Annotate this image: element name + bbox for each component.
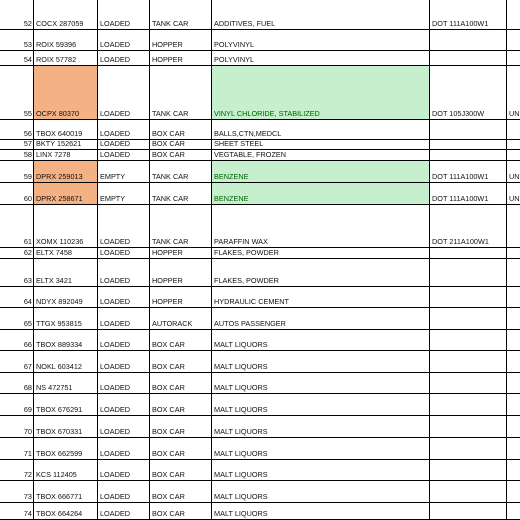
commodity-cell[interactable]: AUTOS PASSENGER [212,308,430,330]
car-type-cell[interactable]: HOPPER [150,248,212,259]
line-number-cell[interactable]: 58 [0,150,33,161]
car-type-cell[interactable]: BOX CAR [150,150,212,161]
extra-cell[interactable] [507,120,520,140]
line-number-cell[interactable]: 74 [0,503,33,520]
hazmat-spec-cell[interactable] [430,30,507,51]
car-type-cell[interactable]: BOX CAR [150,373,212,394]
car-type-cell[interactable]: TANK CAR [150,183,212,205]
status-cell[interactable]: LOADED [98,460,150,481]
table-row [0,183,520,205]
commodity-cell[interactable]: BENZENE [212,161,430,183]
car-type-cell[interactable]: BOX CAR [150,481,212,503]
commodity-cell[interactable]: SHEET STEEL [212,140,430,150]
car-type-cell[interactable]: HOPPER [150,287,212,308]
car-type-cell[interactable]: BOX CAR [150,394,212,416]
line-number-cell[interactable]: 52 [0,0,33,30]
car-type-cell[interactable]: BOX CAR [150,503,212,520]
commodity-cell[interactable]: BENZENE [212,183,430,205]
status-cell[interactable]: LOADED [98,373,150,394]
car-number-cell[interactable]: LINX 7278 [33,150,98,161]
hazmat-spec-cell[interactable] [430,248,507,259]
line-number-cell[interactable]: 64 [0,287,33,308]
commodity-cell[interactable]: PARAFFIN WAX [212,205,430,248]
hazmat-spec-cell[interactable] [430,51,507,66]
line-number-cell[interactable]: 55 [0,66,33,120]
status-cell[interactable]: LOADED [98,308,150,330]
line-number-cell[interactable]: 69 [0,394,33,416]
car-number-cell[interactable]: TBOX 666771 [33,481,98,503]
table-row [0,438,520,460]
commodity-cell[interactable]: VEGTABLE, FROZEN [212,150,430,161]
car-type-cell[interactable]: BOX CAR [150,460,212,481]
line-number-cell[interactable]: 70 [0,416,33,438]
table-row [0,394,520,416]
commodity-cell[interactable]: BALLS,CTN,MEDCL [212,120,430,140]
status-cell[interactable]: LOADED [98,259,150,287]
car-number-cell[interactable]: KCS 112405 [33,460,98,481]
status-cell[interactable]: LOADED [98,248,150,259]
commodity-cell[interactable]: MALT LIQUORS [212,394,430,416]
commodity-cell[interactable]: POLYVINYL [212,30,430,51]
commodity-cell[interactable]: FLAKES, POWDER [212,259,430,287]
line-number-cell[interactable]: 56 [0,120,33,140]
status-cell[interactable]: LOADED [98,503,150,520]
table-row [0,30,520,51]
hazmat-spec-cell[interactable]: DOT 111A100W1 [430,183,507,205]
line-number-cell[interactable]: 73 [0,481,33,503]
hazmat-spec-cell[interactable] [430,287,507,308]
status-cell[interactable]: LOADED [98,416,150,438]
car-number-cell[interactable]: TBOX 664264 [33,503,98,520]
commodity-cell[interactable]: POLYVINYL [212,51,430,66]
car-number-cell[interactable]: TBOX 662599 [33,438,98,460]
line-number-cell[interactable]: 60 [0,183,33,205]
car-type-cell[interactable]: TANK CAR [150,161,212,183]
car-number-cell[interactable]: ELTX 7458 [33,248,98,259]
car-number-cell[interactable]: TBOX 889334 [33,330,98,351]
status-cell[interactable]: LOADED [98,205,150,248]
table-row [0,66,520,120]
car-type-cell[interactable]: TANK CAR [150,205,212,248]
car-number-cell[interactable]: COCX 287059 [33,0,98,30]
table-row [0,481,520,503]
extra-cell[interactable]: UN [507,183,520,205]
commodity-cell[interactable]: MALT LIQUORS [212,373,430,394]
car-number-cell[interactable]: BKTY 152621 [33,140,98,150]
car-number-cell[interactable]: XOMX 110236 [33,205,98,248]
table-row [0,287,520,308]
extra-cell[interactable] [507,150,520,161]
line-number-cell[interactable]: 62 [0,248,33,259]
line-number-cell[interactable]: 63 [0,259,33,287]
commodity-cell[interactable]: MALT LIQUORS [212,416,430,438]
commodity-cell[interactable]: HYDRAULIC CEMENT [212,287,430,308]
line-number-cell[interactable]: 57 [0,140,33,150]
status-cell[interactable]: LOADED [98,287,150,308]
car-type-cell[interactable]: BOX CAR [150,120,212,140]
line-number-cell[interactable]: 61 [0,205,33,248]
car-number-cell[interactable]: OCPX 80370 [33,66,98,120]
commodity-cell[interactable]: FLAKES, POWDER [212,248,430,259]
table-row [0,150,520,161]
car-number-cell[interactable]: TBOX 670331 [33,416,98,438]
table-row [0,373,520,394]
table-row [0,51,520,66]
status-cell[interactable]: LOADED [98,481,150,503]
line-number-cell[interactable]: 72 [0,460,33,481]
commodity-cell[interactable]: MALT LIQUORS [212,351,430,373]
line-number-cell[interactable]: 54 [0,51,33,66]
table-row [0,460,520,481]
line-number-cell[interactable]: 67 [0,351,33,373]
hazmat-spec-cell[interactable] [430,373,507,394]
car-type-cell[interactable]: TANK CAR [150,66,212,120]
commodity-cell[interactable]: MALT LIQUORS [212,503,430,520]
table-row [0,351,520,373]
car-number-cell[interactable]: DPRX 258671 [33,183,98,205]
extra-cell[interactable]: UN [507,66,520,120]
table-row [0,0,520,30]
car-type-cell[interactable]: BOX CAR [150,140,212,150]
commodity-cell[interactable]: MALT LIQUORS [212,481,430,503]
car-number-cell[interactable]: TBOX 640019 [33,120,98,140]
hazmat-spec-cell[interactable] [430,438,507,460]
car-number-cell[interactable]: NOKL 603412 [33,351,98,373]
car-number-cell[interactable]: TBOX 676291 [33,394,98,416]
line-number-cell[interactable]: 65 [0,308,33,330]
extra-cell[interactable] [507,481,520,503]
commodity-cell[interactable]: VINYL CHLORIDE, STABILIZED [212,66,430,120]
hazmat-spec-cell[interactable] [430,308,507,330]
table-row [0,120,520,140]
status-cell[interactable]: EMPTY [98,161,150,183]
car-number-cell[interactable]: NS 472751 [33,373,98,394]
hazmat-spec-cell[interactable]: DOT 111A100W1 [430,161,507,183]
status-cell[interactable]: LOADED [98,150,150,161]
extra-cell[interactable] [507,205,520,248]
extra-cell[interactable] [507,394,520,416]
hazmat-spec-cell[interactable] [430,150,507,161]
hazmat-spec-cell[interactable]: DOT 105J300W [430,66,507,120]
line-number-cell[interactable]: 66 [0,330,33,351]
hazmat-spec-cell[interactable] [430,120,507,140]
car-number-cell[interactable]: ROIX 59396 [33,30,98,51]
hazmat-spec-cell[interactable] [430,481,507,503]
table-row [0,205,520,248]
extra-cell[interactable] [507,373,520,394]
status-cell[interactable]: LOADED [98,351,150,373]
commodity-cell[interactable]: ADDITIVES, FUEL [212,0,430,30]
car-number-cell[interactable]: TTGX 953815 [33,308,98,330]
extra-cell[interactable] [507,248,520,259]
line-number-cell[interactable]: 71 [0,438,33,460]
commodity-cell[interactable]: MALT LIQUORS [212,330,430,351]
extra-cell[interactable] [507,416,520,438]
hazmat-spec-cell[interactable] [430,394,507,416]
hazmat-spec-cell[interactable] [430,140,507,150]
car-number-cell[interactable]: ROIX 57782 [33,51,98,66]
extra-cell[interactable] [507,259,520,287]
car-type-cell[interactable]: HOPPER [150,259,212,287]
extra-cell[interactable] [507,460,520,481]
status-cell[interactable]: LOADED [98,438,150,460]
table-row [0,308,520,330]
table-row [0,161,520,183]
hazmat-spec-cell[interactable] [430,351,507,373]
status-cell[interactable]: LOADED [98,0,150,30]
hazmat-spec-cell[interactable]: DOT 111A100W1 [430,0,507,30]
status-cell[interactable]: LOADED [98,394,150,416]
table-row [0,248,520,259]
car-type-cell[interactable]: HOPPER [150,30,212,51]
line-number-cell[interactable]: 53 [0,30,33,51]
commodity-cell[interactable]: MALT LIQUORS [212,438,430,460]
extra-cell[interactable] [507,351,520,373]
extra-cell[interactable] [507,51,520,66]
hazmat-spec-cell[interactable] [430,503,507,520]
status-cell[interactable]: LOADED [98,30,150,51]
extra-cell[interactable] [507,0,520,30]
table-row [0,330,520,351]
extra-cell[interactable] [507,287,520,308]
extra-cell[interactable] [507,438,520,460]
car-type-cell[interactable]: HOPPER [150,51,212,66]
status-cell[interactable]: LOADED [98,330,150,351]
extra-cell[interactable] [507,140,520,150]
line-number-cell[interactable]: 68 [0,373,33,394]
hazmat-spec-cell[interactable]: DOT 211A100W1 [430,205,507,248]
car-type-cell[interactable]: BOX CAR [150,330,212,351]
table-row [0,416,520,438]
commodity-cell[interactable]: MALT LIQUORS [212,460,430,481]
table-row [0,140,520,150]
car-type-cell[interactable]: AUTORACK [150,308,212,330]
car-number-cell[interactable]: DPRX 259013 [33,161,98,183]
car-type-cell[interactable]: TANK CAR [150,0,212,30]
status-cell[interactable]: EMPTY [98,183,150,205]
car-type-cell[interactable]: BOX CAR [150,416,212,438]
status-cell[interactable]: LOADED [98,51,150,66]
extra-cell[interactable] [507,503,520,520]
status-cell[interactable]: LOADED [98,66,150,120]
car-type-cell[interactable]: BOX CAR [150,351,212,373]
extra-cell[interactable] [507,308,520,330]
car-number-cell[interactable]: ELTX 3421 [33,259,98,287]
car-number-cell[interactable]: NDYX 892049 [33,287,98,308]
extra-cell[interactable] [507,330,520,351]
status-cell[interactable]: LOADED [98,140,150,150]
hazmat-spec-cell[interactable] [430,416,507,438]
table-row [0,503,520,520]
status-cell[interactable]: LOADED [98,120,150,140]
car-type-cell[interactable]: BOX CAR [150,438,212,460]
hazmat-spec-cell[interactable] [430,330,507,351]
extra-cell[interactable]: UN [507,161,520,183]
extra-cell[interactable] [507,30,520,51]
hazmat-spec-cell[interactable] [430,259,507,287]
table-row [0,259,520,287]
hazmat-spec-cell[interactable] [430,460,507,481]
line-number-cell[interactable]: 59 [0,161,33,183]
